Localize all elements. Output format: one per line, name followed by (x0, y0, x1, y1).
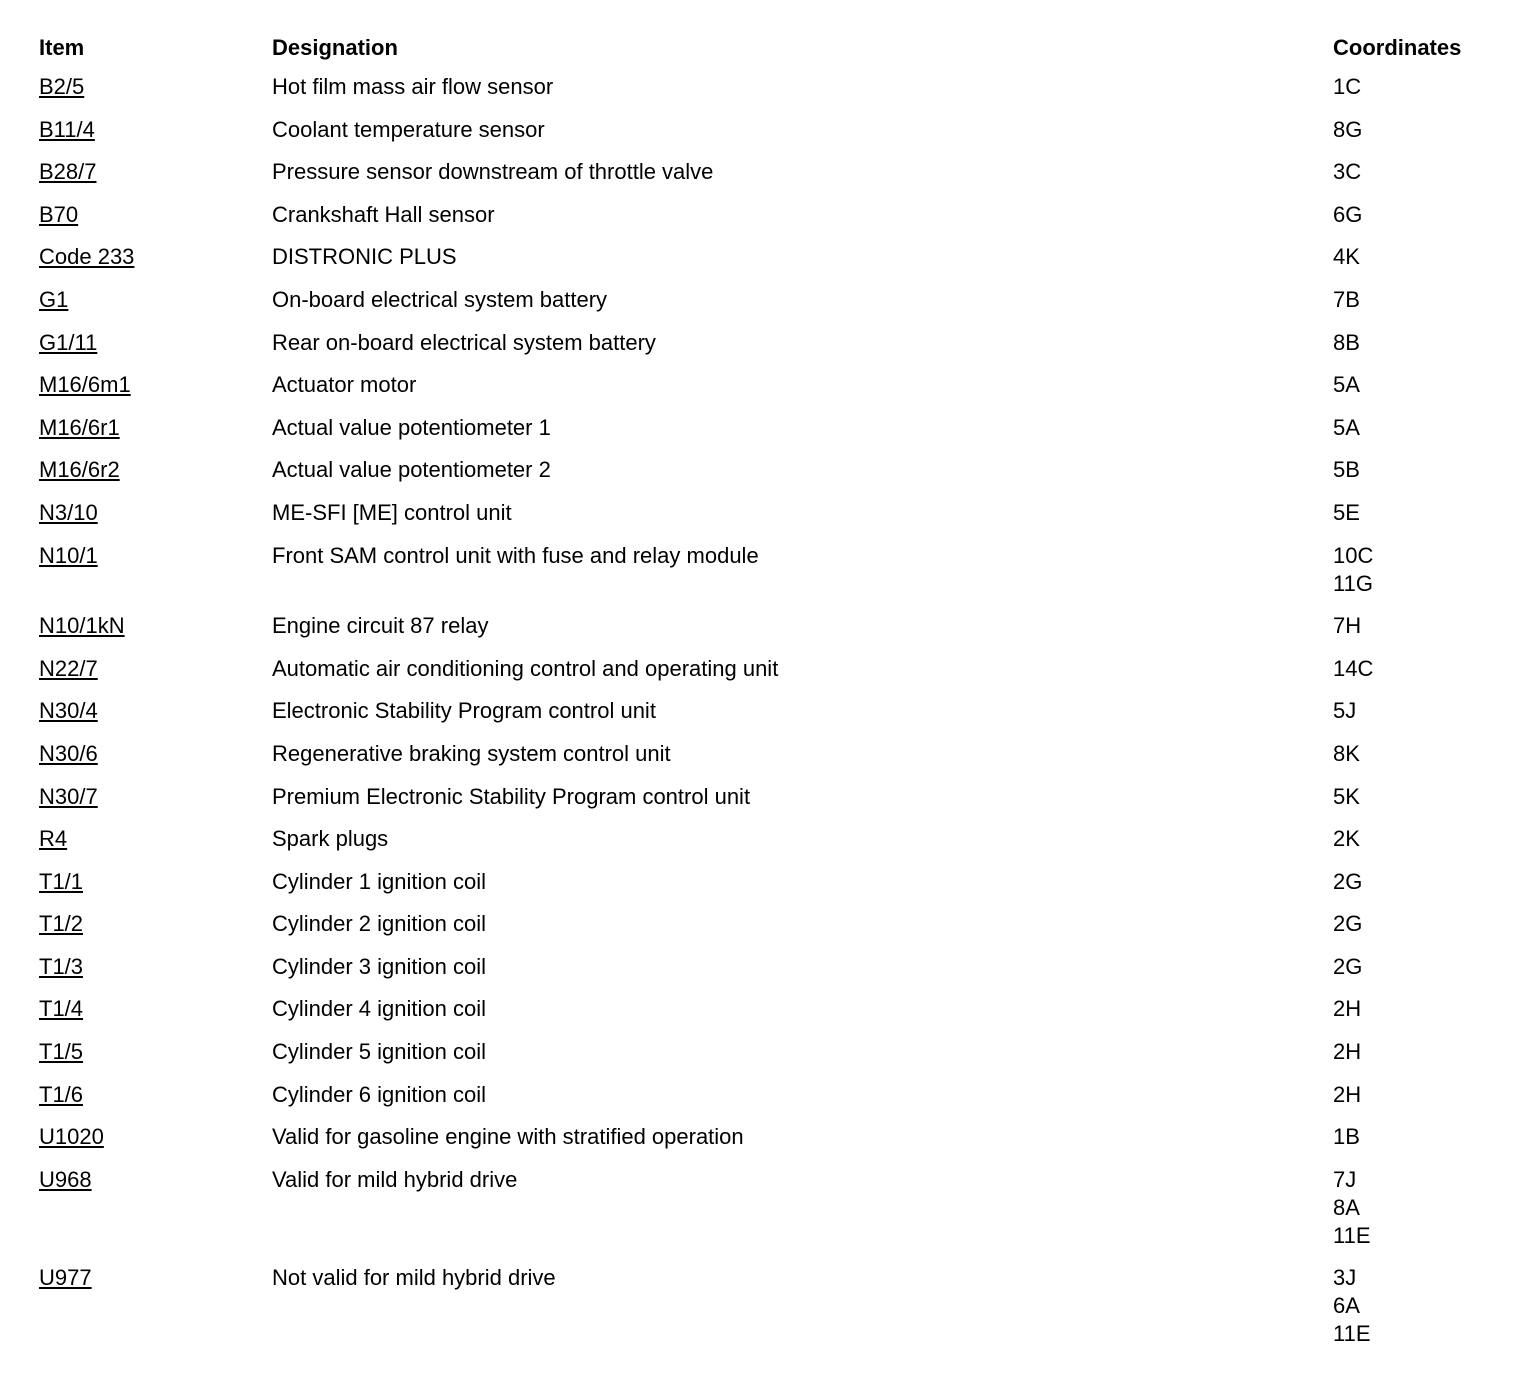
coordinate: 6A (1333, 1293, 1360, 1319)
designation-cell: Not valid for mild hybrid drive (272, 1265, 556, 1291)
table-row (39, 201, 1499, 244)
designation-cell: Automatic air conditioning control and operating unit (272, 655, 779, 681)
coordinate: 2G (1333, 953, 1363, 979)
item-link[interactable]: N10/1 (39, 542, 98, 568)
item-cell (39, 612, 272, 655)
item-link[interactable]: R4 (39, 826, 68, 852)
coordinates-cell (1333, 1264, 1499, 1363)
coordinate: 7B (1333, 286, 1360, 312)
designation-cell: Rear on-board electrical system battery (272, 329, 656, 355)
coordinate: 8A (1333, 1194, 1360, 1220)
item-cell (39, 697, 272, 740)
item-link[interactable]: G1/11 (39, 329, 98, 355)
coordinate: 2K (1333, 826, 1360, 852)
item-link[interactable]: U968 (39, 1166, 92, 1192)
designation-cell: Premium Electronic Stability Program control unit (272, 783, 751, 809)
coordinate: 11E (1333, 1222, 1371, 1248)
item-cell (39, 116, 272, 159)
coordinate: 5B (1333, 457, 1360, 483)
item-cell (39, 158, 272, 201)
column-header-designation: Designation (272, 35, 398, 60)
item-link[interactable]: U1020 (39, 1124, 104, 1150)
coordinate: 7H (1333, 613, 1362, 639)
item-cell (39, 783, 272, 826)
item-link[interactable]: N30/6 (39, 740, 98, 766)
item-link[interactable]: U977 (39, 1265, 92, 1291)
item-cell (39, 456, 272, 499)
table-row (39, 783, 1499, 826)
coordinate: 2H (1333, 1039, 1362, 1065)
designation-cell: Crankshaft Hall sensor (272, 201, 495, 227)
coordinate: 5A (1333, 372, 1360, 398)
designation-cell: On-board electrical system battery (272, 286, 608, 312)
item-cell (39, 286, 272, 329)
item-link[interactable]: N30/4 (39, 698, 98, 724)
designation-cell: Actual value potentiometer 2 (272, 457, 551, 483)
coordinate: 5J (1333, 698, 1357, 724)
coordinates-cell (1333, 1081, 1499, 1124)
table-row (39, 1166, 1499, 1265)
item-cell (39, 329, 272, 372)
item-link[interactable]: N22/7 (39, 655, 98, 681)
coordinates-cell (1333, 1166, 1499, 1265)
item-link[interactable]: M16/6r2 (39, 457, 120, 483)
coordinates-cell (1333, 655, 1499, 698)
designation-cell: Cylinder 6 ignition coil (272, 1081, 486, 1107)
table-row (39, 456, 1499, 499)
item-cell (39, 1038, 272, 1081)
coordinate: 2H (1333, 996, 1362, 1022)
coordinates-cell (1333, 783, 1499, 826)
table-row (39, 825, 1499, 868)
coordinates-cell (1333, 73, 1499, 116)
coordinates-cell (1333, 953, 1499, 996)
coordinate: 2G (1333, 911, 1363, 937)
item-cell (39, 910, 272, 953)
table-row (39, 371, 1499, 414)
item-cell (39, 414, 272, 457)
designation-cell: Cylinder 5 ignition coil (272, 1039, 486, 1065)
item-cell (39, 1123, 272, 1166)
coordinate: 1B (1333, 1124, 1360, 1150)
item-link[interactable]: G1 (39, 286, 69, 312)
coordinate: 5E (1333, 499, 1360, 525)
table-row (39, 542, 1499, 613)
legend-table (39, 33, 1499, 1363)
item-cell (39, 1081, 272, 1124)
designation-cell: Hot film mass air flow sensor (272, 74, 554, 99)
coordinate: 3J (1333, 1265, 1357, 1291)
designation-cell: Cylinder 3 ignition coil (272, 953, 486, 979)
coordinates-cell (1333, 456, 1499, 499)
coordinate: 1C (1333, 74, 1362, 99)
table-row (39, 243, 1499, 286)
item-cell (39, 825, 272, 868)
coordinates-cell (1333, 371, 1499, 414)
table-row (39, 740, 1499, 783)
designation-cell: Cylinder 2 ignition coil (272, 911, 486, 937)
item-link[interactable]: T1/2 (39, 911, 84, 937)
table-row (39, 995, 1499, 1038)
table-row (39, 1038, 1499, 1081)
coordinates-cell (1333, 542, 1499, 613)
table-row (39, 868, 1499, 911)
coordinate: 2G (1333, 868, 1363, 894)
coordinates-cell (1333, 1123, 1499, 1166)
table-row (39, 612, 1499, 655)
coordinate: 11E (1333, 1321, 1371, 1347)
designation-cell: Actuator motor (272, 372, 417, 398)
coordinates-cell (1333, 740, 1499, 783)
designation-cell: Cylinder 1 ignition coil (272, 868, 486, 894)
table-row (39, 953, 1499, 996)
item-link[interactable]: N30/7 (39, 783, 98, 809)
coordinate: 5K (1333, 783, 1360, 809)
designation-cell: Spark plugs (272, 826, 389, 852)
table-row (39, 1081, 1499, 1124)
designation-cell: Actual value potentiometer 1 (272, 414, 551, 440)
coordinates-cell (1333, 612, 1499, 655)
table-row (39, 655, 1499, 698)
item-link[interactable]: M16/6m1 (39, 372, 131, 398)
coordinate: 10C (1333, 542, 1374, 568)
coordinates-cell (1333, 329, 1499, 372)
item-cell (39, 499, 272, 542)
coordinate: 14C (1333, 655, 1374, 681)
coordinates-cell (1333, 995, 1499, 1038)
item-cell (39, 953, 272, 996)
item-cell (39, 868, 272, 911)
designation-cell: ME-SFI [ME] control unit (272, 499, 512, 525)
coordinate: 6G (1333, 201, 1363, 227)
item-link[interactable]: B28/7 (39, 159, 97, 185)
coordinate: 7J (1333, 1166, 1357, 1192)
coordinate: 11G (1333, 570, 1373, 596)
item-cell (39, 73, 272, 116)
designation-cell: Cylinder 4 ignition coil (272, 996, 486, 1022)
coordinates-cell (1333, 825, 1499, 868)
designation-cell: Coolant temperature sensor (272, 116, 545, 142)
coordinate: 8B (1333, 329, 1360, 355)
item-link[interactable]: N3/10 (39, 499, 98, 525)
item-cell (39, 371, 272, 414)
item-cell (39, 740, 272, 783)
coordinates-cell (1333, 1038, 1499, 1081)
coordinates-cell (1333, 243, 1499, 286)
item-link[interactable]: M16/6r1 (39, 414, 120, 440)
item-link[interactable]: T1/1 (39, 868, 84, 894)
item-cell (39, 1166, 272, 1265)
coordinates-cell (1333, 910, 1499, 953)
item-cell (39, 1264, 272, 1363)
table-row (39, 73, 1499, 116)
coordinate: 2H (1333, 1081, 1362, 1107)
item-link[interactable]: T1/3 (39, 953, 84, 979)
item-cell (39, 542, 272, 613)
item-link[interactable]: B70 (39, 201, 79, 227)
item-cell (39, 201, 272, 244)
item-link[interactable]: T1/5 (39, 1039, 84, 1065)
column-header-coordinates: Coordinates (1333, 35, 1462, 60)
legend-rows (39, 73, 1499, 1363)
column-header-item: Item (39, 35, 85, 60)
table-row (39, 286, 1499, 329)
table-row (39, 499, 1499, 542)
item-link[interactable]: N10/1kN (39, 613, 125, 639)
designation-cell: Pressure sensor downstream of throttle valve (272, 159, 714, 185)
item-link[interactable]: Code 233 (39, 244, 135, 270)
coordinates-cell (1333, 158, 1499, 201)
coordinate: 5A (1333, 414, 1360, 440)
coordinates-cell (1333, 697, 1499, 740)
designation-cell: Regenerative braking system control unit (272, 740, 671, 766)
table-row (39, 910, 1499, 953)
coordinates-cell (1333, 499, 1499, 542)
item-link[interactable]: T1/6 (39, 1081, 84, 1107)
coordinate: 8K (1333, 740, 1360, 766)
coordinate: 8G (1333, 116, 1363, 142)
table-row (39, 158, 1499, 201)
designation-cell: Valid for gasoline engine with stratified operation (272, 1124, 744, 1150)
table-row (39, 116, 1499, 159)
designation-cell: Electronic Stability Program control unit (272, 698, 656, 724)
table-row (39, 697, 1499, 740)
item-link[interactable]: T1/4 (39, 996, 84, 1022)
coordinates-cell (1333, 414, 1499, 457)
designation-cell: Valid for mild hybrid drive (272, 1166, 518, 1192)
header-row (39, 33, 1499, 73)
item-cell (39, 995, 272, 1038)
table-row (39, 1264, 1499, 1363)
coordinates-cell (1333, 116, 1499, 159)
designation-cell: Engine circuit 87 relay (272, 613, 489, 639)
table-row (39, 414, 1499, 457)
item-cell (39, 655, 272, 698)
coordinate: 3C (1333, 159, 1362, 185)
item-link[interactable]: B11/4 (39, 116, 95, 142)
coordinates-cell (1333, 286, 1499, 329)
coordinates-cell (1333, 868, 1499, 911)
item-cell (39, 243, 272, 286)
item-link[interactable]: B2/5 (39, 74, 85, 99)
coordinates-cell (1333, 201, 1499, 244)
designation-cell: Front SAM control unit with fuse and relay module (272, 542, 759, 568)
table-row (39, 1123, 1499, 1166)
table-row (39, 329, 1499, 372)
coordinate: 4K (1333, 244, 1360, 270)
designation-cell: DISTRONIC PLUS (272, 244, 457, 270)
